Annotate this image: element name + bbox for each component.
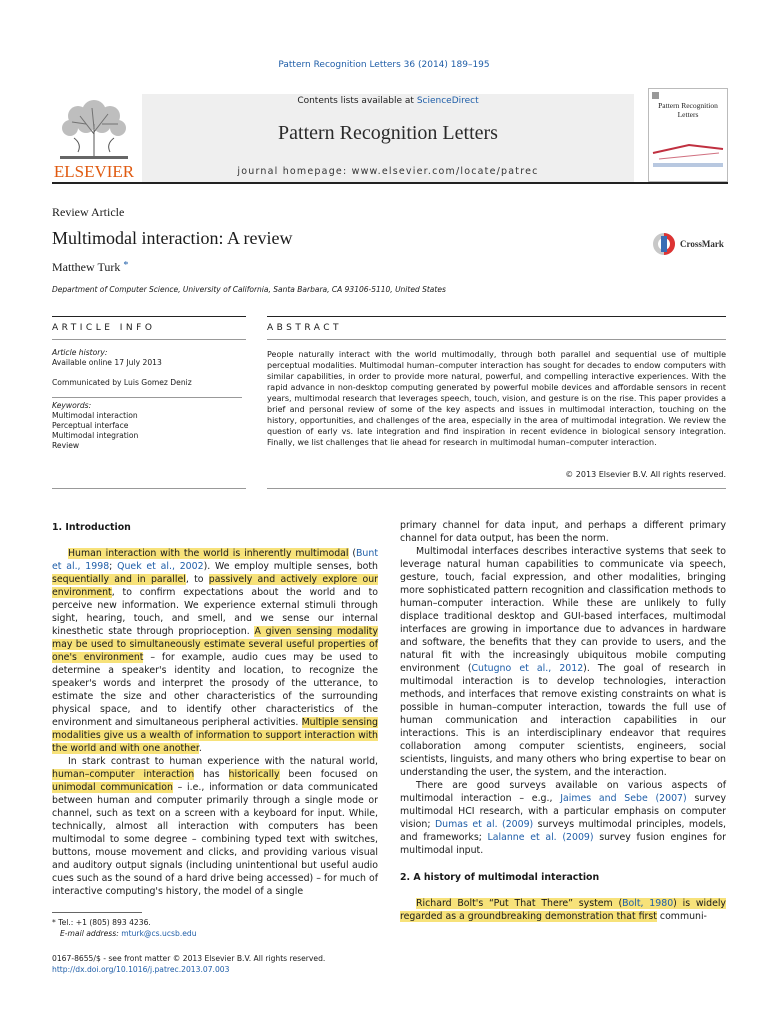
elsevier-wordmark: ELSEVIER (53, 162, 135, 180)
paragraph (52, 755, 378, 898)
front-matter-meta (52, 953, 325, 975)
keywords-rule (52, 397, 242, 398)
article-info-block (52, 340, 242, 451)
text-run: been focused on (279, 769, 378, 780)
highlight: Multiple sensing modalities give us a wealth of information to support interaction with the world and with one another (52, 717, 378, 754)
paragraph (52, 547, 378, 755)
affiliation: Department of Computer Science, University of California, Santa Barbara, CA 93106-5110, United States (52, 285, 446, 294)
citation-link[interactable]: Jaimes and Sebe (2007) (560, 793, 687, 804)
text-run: , to confirm expectations about the world and to perceive new information. We experience external stimuli through sight, hearing, touch, and smell, and we sense our internal kinesthetic state through proprioception. (52, 587, 378, 637)
highlight: unimodal communication (52, 782, 173, 793)
text-run: surveys multimodal principles, models, and frameworks; (400, 819, 726, 843)
crossmark-badge[interactable] (652, 230, 742, 258)
footnote (52, 917, 197, 939)
footnote-rule (52, 912, 142, 913)
highlight: passively and actively explore our environment (52, 574, 378, 598)
citation-link[interactable]: Quek et al., 2002 (117, 561, 204, 572)
email-label: E-mail address: (60, 929, 119, 938)
highlight: Richard Bolt's “Put That There” system ( (416, 898, 623, 909)
abstract-under-rule (267, 339, 726, 340)
doi-link[interactable]: http://dx.doi.org/10.1016/j.patrec.2013.07.003 (52, 965, 230, 974)
citation-link[interactable]: Bunt et al., 1998 (52, 548, 378, 572)
body-column-left (52, 521, 378, 898)
highlight: sequentially and in parallel (52, 574, 186, 585)
masthead-banner (142, 94, 634, 182)
article-info-heading: ARTICLE INFO (52, 323, 156, 333)
text-run: ). We employ multiple senses, both (203, 561, 378, 572)
history-value: Available online 17 July 2013 (52, 358, 162, 367)
text-run: has (194, 769, 229, 780)
text-run: , to (185, 574, 209, 585)
article-info-bottom-rule (52, 488, 246, 489)
section-heading-history: 2. A history of multimodal interaction (400, 872, 600, 883)
abstract-bottom-rule (267, 488, 726, 489)
author-name: Matthew Turk (52, 260, 121, 274)
citation-link[interactable]: Cutugno et al., 2012 (471, 663, 584, 674)
text-run: communi- (656, 911, 707, 922)
keyword: Review (52, 441, 80, 450)
text-run: ). The goal of research in multimodal interaction is to develop technologies, interaction methods, and interfaces that remove existing constraints on what is possible in human–computer interaction, towards the full use of human communication and interaction capabilities in our interactions. This is an interdisciplinary endeavor that requires collaboration among computer scientists, engineers, social scientists, linguists, and many others who bring expertise to bear on understanding the user, the system, and the interaction. (400, 663, 726, 778)
section-heading-introduction: 1. Introduction (52, 522, 131, 533)
author-footnote-mark[interactable]: * (123, 260, 129, 271)
article-type: Review Article (52, 205, 125, 219)
text-run: There are good surveys available on various aspects of multimodal interaction – e.g., (400, 780, 726, 804)
elsevier-logo (52, 94, 136, 180)
history-label: Article history: (52, 348, 108, 357)
footnote-mark: * (52, 918, 56, 927)
text-run: ( (348, 548, 356, 559)
text-run: Multimodal interfaces describes interactive systems that seek to leverage natural human capabilities to communicate via speech, gesture, touch, facial expression, and other modalities, bringing more sophisticated pattern recognition and classification methods to human–computer interaction. While these are unlikely to fully displace traditional desktop and GUI-based interfaces, multimodal interfaces are growing in importance due to advances in hardware and software, the benefits that they can provide to users, and the natural fit with the increasingly ubiquitous mobile computing environment ( (400, 546, 726, 674)
abstract-text: People naturally interact with the world multimodally, through both parallel and sequential use of multiple perceptual modalities. Multimodal human–computer interaction has sought for decades to endow computers with similar capabilities, in order to provide more natural, powerful, and compelling interactive experiences. With the rapid advance in non-desktop computing generated by powerful mobile devices and affordable sensors in recent years, multimodal research that leverages speech, touch, vision, and gesture is on the rise. This paper provides a brief and personal review of some of the key aspects and issues in multimodal interaction, touching on the history, opportunities, and challenges of the area, especially in the area of multimodal integration. We review the question of early vs. late integration and find inspiration in recent evidence in biological sensory integration. Finally, we list challenges that lie ahead for research in multimodal human–computer interaction. (267, 350, 726, 447)
text-run: . (198, 743, 202, 754)
article-title: Multimodal interaction: A review (52, 228, 293, 248)
cover-title: Pattern Recognition Letters (658, 101, 718, 119)
issn-line: 0167-8655/$ - see front matter © 2013 Elsevier B.V. All rights reserved. (52, 954, 326, 963)
homepage-prefix: journal homepage: (237, 166, 352, 177)
paragraph (400, 897, 726, 923)
text-run: survey fusion engines for multimodal input. (400, 832, 726, 856)
highlight: Human interaction with the world is inherently multimodal (68, 548, 349, 559)
paragraph (400, 545, 726, 779)
contents-prefix: Contents lists available at (297, 96, 417, 106)
text-run: – for example, audio cues may be used to determine a speaker's identity and location, to recognize the speaker's words and interpret the prosody of the utterance, to estimate the size and other characteristics of the surrounding physical space, and to identify other characteristics of the environment and simultaneous peripheral activities. (52, 652, 379, 728)
crossmark-icon (652, 232, 676, 256)
article-info-top-rule (52, 316, 246, 317)
author (52, 260, 128, 275)
masthead (52, 88, 728, 182)
citation-link[interactable]: Lalanne et al. (2009) (487, 832, 594, 843)
communicated-by: Communicated by Luis Gomez Deniz (52, 378, 192, 387)
citation-link[interactable]: Bolt, 1980 (622, 898, 674, 909)
text-run: In stark contrast to human experience with the natural world, (68, 756, 378, 767)
abstract-copyright: © 2013 Elsevier B.V. All rights reserved. (565, 470, 726, 479)
text-run: survey multimodal HCI research, with a particular emphasis on computer vision; (400, 793, 726, 830)
body-column-right (400, 519, 726, 923)
highlight: human–computer interaction (52, 769, 195, 780)
journal-reference-link[interactable]: Pattern Recognition Letters 36 (2014) 189–195 (278, 60, 490, 70)
keyword: Perceptual interface (52, 421, 129, 430)
journal-homepage-line (142, 166, 634, 177)
author-email-link[interactable]: mturk@cs.ucsb.edu (121, 929, 197, 938)
paragraph (400, 779, 726, 857)
crossmark-label: CrossMark (680, 239, 724, 249)
homepage-url[interactable]: www.elsevier.com/locate/patrec (351, 166, 539, 177)
text-run: – i.e., information or data communicated between human and computer primarily through a single mode or channel, such as text on a screen with a keyboard for input. While, technically, almost all interaction with computers has been multimodal to some degree – combining typed text with switches, buttons, mouse movement and clicks, and providing various visual and auditory output signals (including unintentional but useful audio cues such as the sound of a hard drive being accessed) – for much of interactive computing's history, the model of a single (52, 782, 378, 897)
highlight: ) is widely regarded as a groundbreaking demonstration that first (400, 898, 726, 922)
abstract-top-rule (267, 316, 726, 317)
keyword: Multimodal interaction (52, 411, 138, 420)
highlight: historically (228, 769, 280, 780)
sciencedirect-link[interactable]: ScienceDirect (416, 96, 479, 106)
footnote-tel: Tel.: +1 (805) 893 4236. (58, 918, 151, 927)
keywords-label: Keywords: (52, 401, 92, 410)
abstract-heading: ABSTRACT (267, 323, 343, 333)
keyword: Multimodal integration (52, 431, 139, 440)
highlight: A given sensing modality may be used to simultaneously estimate several useful properties of one's environment (52, 626, 378, 663)
masthead-rule (52, 182, 728, 184)
citation-link[interactable]: Dumas et al. (2009) (434, 819, 534, 830)
contents-line (142, 96, 634, 106)
text-run: ; (109, 561, 118, 572)
journal-cover-thumbnail[interactable] (648, 88, 728, 182)
journal-title: Pattern Recognition Letters (278, 122, 498, 144)
paragraph-continuation: primary channel for data input, and perhaps a different primary channel for data output, has been the norm. (400, 520, 726, 544)
